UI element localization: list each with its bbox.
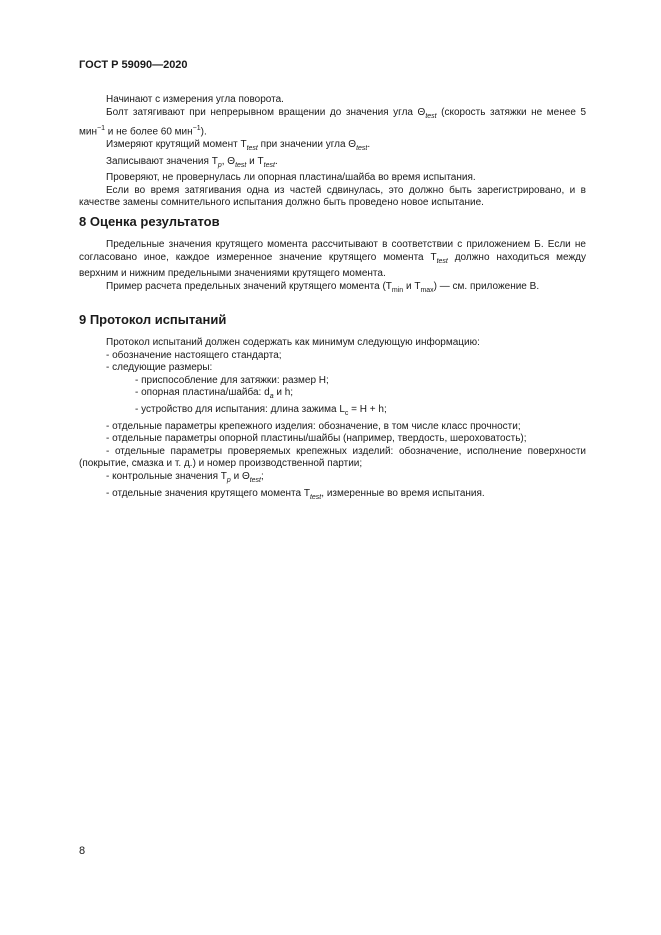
- paragraph: Начинают с измерения угла поворота.: [106, 94, 284, 105]
- section-9: [79, 312, 586, 504]
- list-item: - отдельные параметры опорной пластины/шайбы (например, твердость, шероховатость);: [106, 433, 527, 445]
- list-item: - обозначение настоящего стандарта;: [106, 349, 282, 361]
- paragraph: Записывают значения $T_p$, $\Theta_{test}$ и $T_{test}$.: [106, 155, 278, 169]
- list-item: - отдельные значения крутящего момента $T_{test}$, измеренные во время испытания.: [106, 487, 485, 501]
- list-item: - следующие размеры:: [106, 362, 213, 374]
- procedure-block: [79, 94, 586, 210]
- list-item: - отдельные параметры проверяемых крепежных изделий: обозначение, исполнение поверхности (покрытие, смазка и т. д.) и номер производственной партии;: [79, 445, 586, 470]
- section-8: [79, 214, 586, 297]
- paragraph: Измеряют крутящий момент $T_{test}$ при значении угла $\Theta_{test}$.: [106, 139, 371, 153]
- section-heading: 8 Оценка результатов: [79, 214, 220, 229]
- list-item: - контрольные значения $T_p$ и $\Theta_{test}$;: [106, 470, 264, 484]
- sub-list-item: - приспособление для затяжки: размер H;: [135, 374, 329, 386]
- paragraph: Проверяют, не провернулась ли опорная пластина/шайба во время испытания.: [106, 172, 476, 184]
- list-item: - отдельные параметры крепежного изделия: обозначение, в том числе класс прочности;: [106, 420, 521, 432]
- paragraph: Пример расчета предельных значений крутящего момента ($T_{min}$ и $T_{max}$) — см. приложение В.: [106, 280, 540, 294]
- section-heading: 9 Протокол испытаний: [79, 312, 227, 327]
- paragraph: Если во время затягивания одна из частей сдвинулась, это должно быть зарегистрировано, и в качестве замены сомнительного испытания должно быть проведено новое испытание.: [79, 184, 586, 209]
- paragraph: Протокол испытаний должен содержать как минимум следующую информацию:: [106, 337, 480, 348]
- paragraph: Предельные значения крутящего момента рассчитывают в соответствии с приложением Б. Если не согласовано иное, каждое измеренное значение крутящего момента $T_{test}$ должно находиться между верхним и нижним предельными значениями крутящего момента.: [79, 239, 586, 280]
- document-header: ГОСТ Р 59090—2020: [79, 59, 188, 71]
- paragraph: Болт затягивают при непрерывном вращении до значения угла $\Theta_{test}$ (скорость затяжки не менее 5 мин$^{-1}$ и не более 60 мин$^{-1}$).: [79, 106, 587, 138]
- sub-list-item: - устройство для испытания: длина зажима $L_c = H + h$;: [135, 403, 387, 417]
- page-number: 8: [79, 845, 86, 857]
- sub-list-item: - опорная пластина/шайба: $d_a$ и h;: [135, 387, 294, 401]
